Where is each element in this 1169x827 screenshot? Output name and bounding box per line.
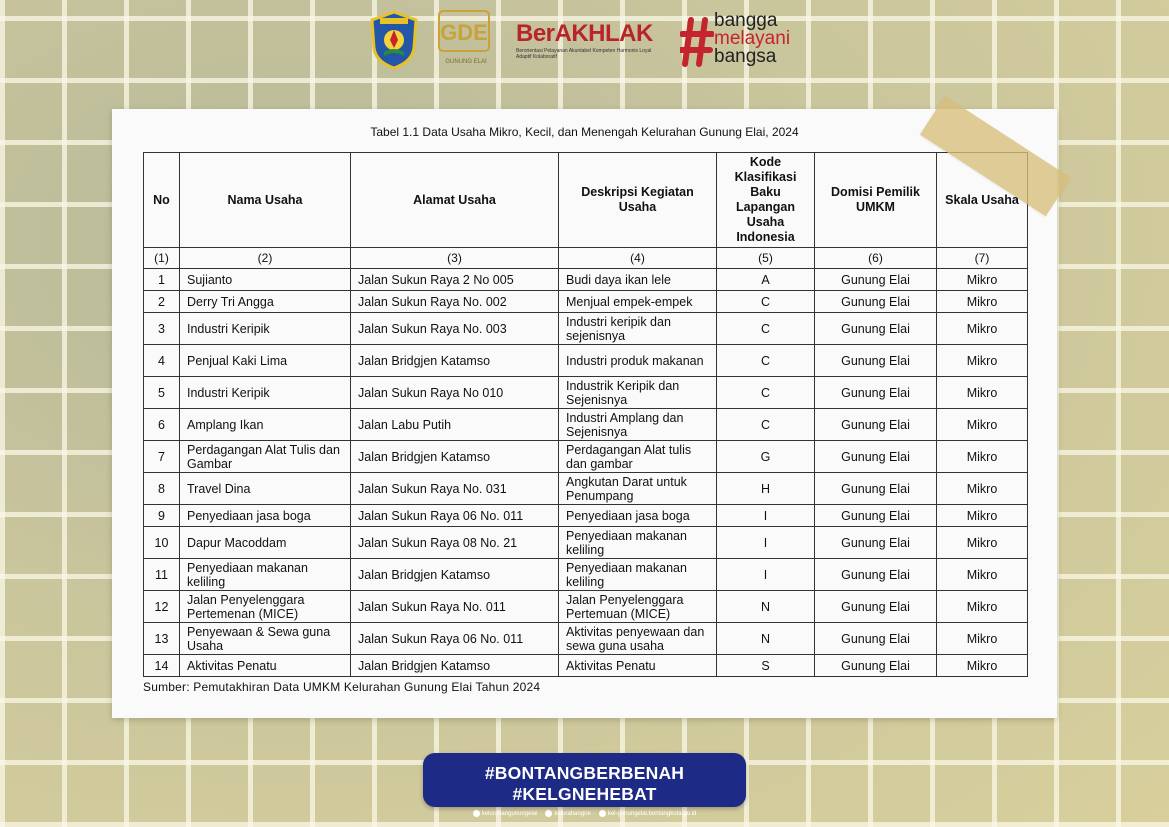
cell-alamat: Jalan Labu Putih — [351, 409, 559, 441]
cell-domisili: Gunung Elai — [815, 409, 937, 441]
cell-no: 5 — [144, 377, 180, 409]
umkm-table — [143, 152, 1028, 677]
cell-skala: Mikro — [937, 409, 1028, 441]
instagram-link[interactable] — [473, 810, 538, 817]
cell-deskripsi: Penyediaan makanan keliling — [559, 527, 717, 559]
cell-skala: Mikro — [937, 559, 1028, 591]
cell-domisili: Gunung Elai — [815, 269, 937, 291]
cell-nama: Amplang Ikan — [180, 409, 351, 441]
table-row — [144, 623, 1028, 655]
instagram-handle: kelurahangunungelai — [481, 811, 538, 818]
cell-nama: Derry Tri Angga — [180, 291, 351, 313]
cell-no: 10 — [144, 527, 180, 559]
cell-alamat: Jalan Sukun Raya 06 No. 011 — [351, 505, 559, 527]
cell-deskripsi: Angkutan Darat untuk Penumpang — [559, 473, 717, 505]
table-body — [144, 269, 1028, 677]
column-header: Skala Usaha — [937, 153, 1028, 248]
cell-domisili: Gunung Elai — [815, 313, 937, 345]
cell-no: 2 — [144, 291, 180, 313]
table-row — [144, 345, 1028, 377]
table-row — [144, 473, 1028, 505]
table-row — [144, 409, 1028, 441]
table-row — [144, 441, 1028, 473]
bangga-melayani-bangsa-logo — [680, 12, 810, 72]
svg-text:GDE: GDE — [440, 20, 488, 45]
column-number: (1) — [144, 248, 180, 269]
cell-nama: Penyewaan & Sewa guna Usaha — [180, 623, 351, 655]
bangga-line-3: bangsa — [714, 46, 777, 67]
cell-domisili: Gunung Elai — [815, 623, 937, 655]
cell-nama: Sujianto — [180, 269, 351, 291]
cell-domisili: Gunung Elai — [815, 377, 937, 409]
cell-domisili: Gunung Elai — [815, 441, 937, 473]
cell-nama: Penjual Kaki Lima — [180, 345, 351, 377]
cell-kode: C — [717, 345, 815, 377]
cell-skala: Mikro — [937, 345, 1028, 377]
cell-skala: Mikro — [937, 505, 1028, 527]
cell-deskripsi: Perdagangan Alat tulis dan gambar — [559, 441, 717, 473]
cell-deskripsi: Aktivitas penyewaan dan sewa guna usaha — [559, 623, 717, 655]
column-number: (4) — [559, 248, 717, 269]
document-paper — [112, 109, 1057, 718]
cell-nama: Dapur Macoddam — [180, 527, 351, 559]
gde-logo-icon — [438, 10, 494, 70]
cell-no: 4 — [144, 345, 180, 377]
table-row — [144, 591, 1028, 623]
cell-kode: C — [717, 313, 815, 345]
footer-hashtags: #BONTANGBERBENAH #KELGNEHEBAT — [484, 763, 685, 804]
column-header: Deskripsi Kegiatan Usaha — [559, 153, 717, 248]
cell-no: 13 — [144, 623, 180, 655]
cell-skala: Mikro — [937, 269, 1028, 291]
table-row — [144, 527, 1028, 559]
facebook-link[interactable] — [545, 810, 590, 817]
berakhlak-tagline: Berorientasi Pelayanan Akuntabel Kompeten Harmonis Loyal Adaptif Kolaboratif — [516, 48, 652, 60]
cell-domisili: Gunung Elai — [815, 505, 937, 527]
cell-alamat: Jalan Sukun Raya 2 No 005 — [351, 269, 559, 291]
cell-kode: I — [717, 559, 815, 591]
cell-kode: C — [717, 291, 815, 313]
cell-alamat: Jalan Sukun Raya No 010 — [351, 377, 559, 409]
cell-deskripsi: Industri produk makanan — [559, 345, 717, 377]
cell-domisili: Gunung Elai — [815, 559, 937, 591]
hashtag-icon — [680, 16, 714, 68]
table-row — [144, 655, 1028, 677]
table-header-row — [144, 153, 1028, 248]
cell-nama: Penyediaan makanan keliling — [180, 559, 351, 591]
cell-deskripsi: Menjual empek-empek — [559, 291, 717, 313]
cell-kode: N — [717, 623, 815, 655]
cell-alamat: Jalan Bridgjen Katamso — [351, 559, 559, 591]
cell-nama: Penyediaan jasa boga — [180, 505, 351, 527]
cell-domisili: Gunung Elai — [815, 473, 937, 505]
table-row — [144, 505, 1028, 527]
cell-deskripsi: Industri Amplang dan Sejenisnya — [559, 409, 717, 441]
bangga-line-2: melayani — [714, 28, 791, 49]
instagram-icon — [473, 810, 480, 817]
cell-no: 12 — [144, 591, 180, 623]
cell-deskripsi: Industrik Keripik dan Sejenisnya — [559, 377, 717, 409]
column-number: (2) — [180, 248, 351, 269]
bangga-line-1: bangga — [714, 10, 778, 31]
cell-kode: C — [717, 377, 815, 409]
globe-icon — [599, 810, 606, 817]
cell-no: 3 — [144, 313, 180, 345]
table-row — [144, 559, 1028, 591]
column-header: Alamat Usaha — [351, 153, 559, 248]
cell-deskripsi: Jalan Penyelenggara Pertemuan (MICE) — [559, 591, 717, 623]
source-note: Sumber: Pemutakhiran Data UMKM Kelurahan Gunung Elai Tahun 2024 — [143, 680, 541, 694]
column-header: Nama Usaha — [180, 153, 351, 248]
table-row — [144, 377, 1028, 409]
cell-nama: Perdagangan Alat Tulis dan Gambar — [180, 441, 351, 473]
facebook-icon — [545, 810, 552, 817]
cell-skala: Mikro — [937, 441, 1028, 473]
cell-kode: S — [717, 655, 815, 677]
cell-alamat: Jalan Sukun Raya No. 002 — [351, 291, 559, 313]
website-url: kel-gunungelai.bontangkota.go.id — [607, 811, 697, 818]
berakhlak-name: BerAKHLAK — [516, 20, 653, 47]
column-header: Domisi Pemilik UMKM — [815, 153, 937, 248]
table-row — [144, 269, 1028, 291]
cell-alamat: Jalan Sukun Raya 06 No. 011 — [351, 623, 559, 655]
column-header: No — [144, 153, 180, 248]
cell-deskripsi: Penyediaan jasa boga — [559, 505, 717, 527]
cell-alamat: Jalan Sukun Raya 08 No. 21 — [351, 527, 559, 559]
table-title: Tabel 1.1 Data Usaha Mikro, Kecil, dan Menengah Kelurahan Gunung Elai, 2024 — [370, 125, 799, 139]
cell-kode: C — [717, 409, 815, 441]
regional-emblem-icon — [368, 10, 420, 70]
footer-banner — [423, 753, 746, 818]
cell-domisili: Gunung Elai — [815, 527, 937, 559]
cell-domisili: Gunung Elai — [815, 591, 937, 623]
cell-nama: Industri Keripik — [180, 377, 351, 409]
website-link[interactable] — [599, 810, 696, 817]
cell-skala: Mikro — [937, 377, 1028, 409]
cell-kode: I — [717, 505, 815, 527]
cell-skala: Mikro — [937, 313, 1028, 345]
cell-nama: Industri Keripik — [180, 313, 351, 345]
cell-nama: Aktivitas Penatu — [180, 655, 351, 677]
cell-deskripsi: Budi daya ikan lele — [559, 269, 717, 291]
cell-no: 6 — [144, 409, 180, 441]
column-number: (3) — [351, 248, 559, 269]
cell-kode: N — [717, 591, 815, 623]
cell-deskripsi: Industri keripik dan sejenisnya — [559, 313, 717, 345]
cell-deskripsi: Aktivitas Penatu — [559, 655, 717, 677]
cell-nama: Travel Dina — [180, 473, 351, 505]
cell-no: 7 — [144, 441, 180, 473]
cell-no: 14 — [144, 655, 180, 677]
footer-social-links — [423, 810, 746, 817]
cell-alamat: Jalan Bridgjen Katamso — [351, 345, 559, 377]
berakhlak-logo-icon — [516, 20, 666, 70]
cell-no: 9 — [144, 505, 180, 527]
cell-no: 11 — [144, 559, 180, 591]
cell-alamat: Jalan Sukun Raya No. 011 — [351, 591, 559, 623]
header-logos — [360, 10, 810, 76]
cell-alamat: Jalan Bridgjen Katamso — [351, 655, 559, 677]
cell-alamat: Jalan Bridgjen Katamso — [351, 441, 559, 473]
cell-domisili: Gunung Elai — [815, 291, 937, 313]
cell-kode: A — [717, 269, 815, 291]
cell-nama: Jalan Penyelenggara Pertemenan (MICE) — [180, 591, 351, 623]
column-number: (6) — [815, 248, 937, 269]
cell-kode: I — [717, 527, 815, 559]
cell-alamat: Jalan Sukun Raya No. 003 — [351, 313, 559, 345]
cell-skala: Mikro — [937, 591, 1028, 623]
cell-skala: Mikro — [937, 291, 1028, 313]
cell-no: 8 — [144, 473, 180, 505]
gde-caption: GUNUNG ELAI — [445, 59, 487, 65]
cell-skala: Mikro — [937, 623, 1028, 655]
column-number: (5) — [717, 248, 815, 269]
cell-deskripsi: Penyediaan makanan keliling — [559, 559, 717, 591]
cell-skala: Mikro — [937, 527, 1028, 559]
cell-domisili: Gunung Elai — [815, 655, 937, 677]
facebook-handle: kelurahangne — [554, 811, 591, 818]
cell-alamat: Jalan Sukun Raya No. 031 — [351, 473, 559, 505]
cell-skala: Mikro — [937, 655, 1028, 677]
cell-skala: Mikro — [937, 473, 1028, 505]
cell-kode: G — [717, 441, 815, 473]
table-row — [144, 291, 1028, 313]
column-number: (7) — [937, 248, 1028, 269]
column-number-row — [144, 248, 1028, 269]
cell-no: 1 — [144, 269, 180, 291]
table-row — [144, 313, 1028, 345]
cell-domisili: Gunung Elai — [815, 345, 937, 377]
column-header: Kode Klasifikasi Baku Lapangan Usaha Indonesia — [717, 153, 815, 248]
cell-kode: H — [717, 473, 815, 505]
